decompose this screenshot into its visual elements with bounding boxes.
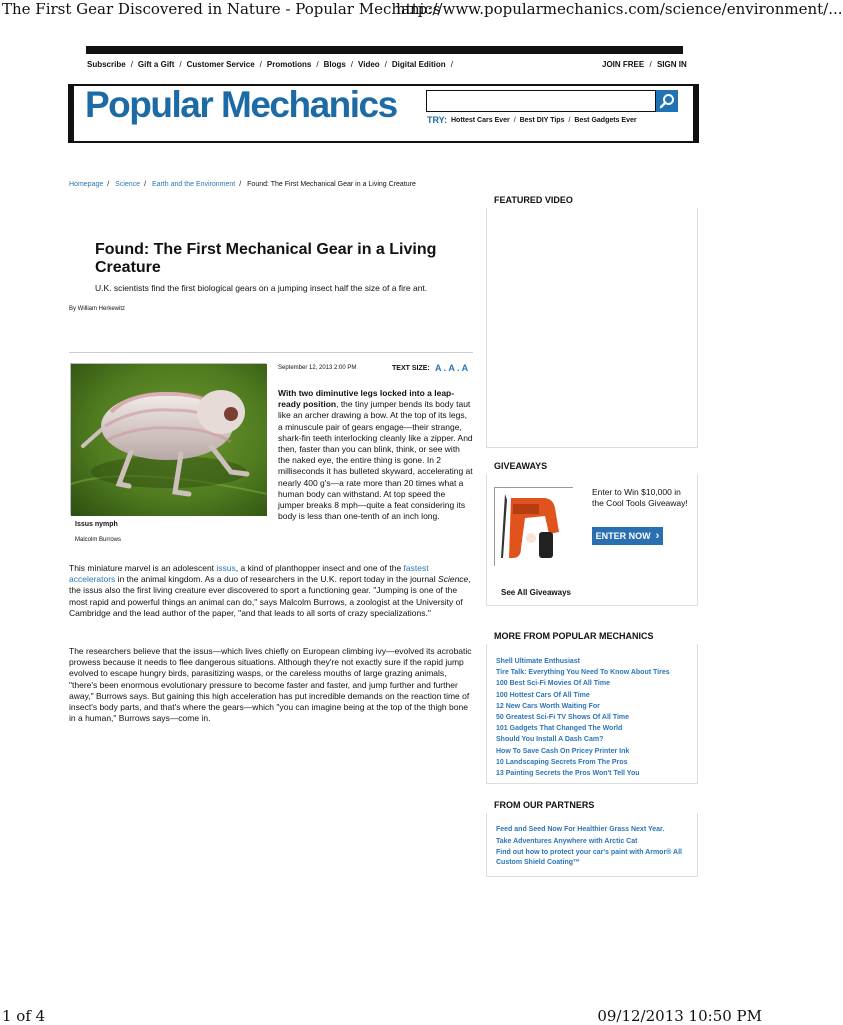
breadcrumb-earth-environment[interactable]: Earth and the Environment <box>151 181 236 188</box>
article-divider <box>69 352 473 353</box>
see-all-giveaways-link[interactable]: See All Giveaways <box>501 588 571 597</box>
more-link[interactable]: 50 Greatest Sci-Fi TV Shows Of All Time <box>496 714 630 722</box>
article-lead-paragraph <box>278 388 473 522</box>
sign-in-link[interactable]: SIGN IN <box>656 60 687 69</box>
nav-gift[interactable]: Gift a Gift <box>137 60 175 69</box>
enter-now-label: ENTER NOW <box>595 531 651 541</box>
chevron-right-icon: › <box>655 530 660 542</box>
top-nav-links: Subscribe / Gift a Gift / Customer Service / Promotions / Blogs / Video / Digital Edition / <box>87 60 453 69</box>
nav-blogs[interactable]: Blogs <box>323 60 346 69</box>
nail-gun-product-image[interactable] <box>494 487 573 566</box>
journal-name: Science <box>438 574 469 585</box>
print-page-title: The First Gear Discovered in Nature - Popular Mechanics <box>2 0 441 18</box>
more-link[interactable]: 12 New Cars Worth Waiting For <box>496 702 600 710</box>
p2-text-d: , the issus also the first living creature ever discovered to sport a functioning gear. "Jumping is one of the most rapid and powerful things an animal can do," says Malcolm Burrows, a zoologist at the University of Cambridge and the lead author of the paper, "and that leads to all sorts of crazy specializations." <box>69 574 471 618</box>
more-link[interactable]: How To Save Cash On Pricey Printer Ink <box>496 747 630 755</box>
top-nav-bar <box>86 46 683 54</box>
image-caption: Issus nymph <box>75 521 118 528</box>
print-page-url: http://www.popularmechanics.com/science/environment/... <box>396 0 843 18</box>
more-link[interactable]: 13 Painting Secrets the Pros Won't Tell You <box>496 770 640 778</box>
nav-video[interactable]: Video <box>358 60 380 69</box>
search-input[interactable] <box>426 90 656 112</box>
try-link-best-gadgets[interactable]: Best Gadgets Ever <box>574 117 637 124</box>
print-page-number: 1 of 4 <box>2 1007 46 1025</box>
site-logo[interactable]: Popular Mechanics <box>85 84 397 125</box>
join-free-link[interactable]: JOIN FREE <box>602 60 645 69</box>
try-label: TRY: <box>427 115 447 125</box>
featured-video-heading: FEATURED VIDEO <box>494 195 573 205</box>
article-paragraph-2 <box>69 563 473 619</box>
more-link[interactable]: Shell Ultimate Enthusiast <box>496 658 581 665</box>
try-links: Hottest Cars Ever / Best DIY Tips / Best Gadgets Ever <box>451 117 637 124</box>
nav-promotions[interactable]: Promotions <box>266 60 312 69</box>
issus-link[interactable]: issus <box>216 563 236 573</box>
giveaways-heading: GIVEAWAYS <box>494 461 548 471</box>
article-paragraph-3: The researchers believe that the issus—which lives chiefly on European climbing ivy—evolved its acrobatic prowess because it needs to flee dangerous situations. Although they're not exactly sure if the rapid jump evolved to escape hungry birds, parasitizing wasps, or the careless mouths of large grazing animals, "there's been enormous evolutionary pressure to become faster and faster, and jump further and further away," Burrows says. But gaining this high acceleration has put incredible demands on the reaction time of insect's body parts, and that's where the gears—which "you can imagine being at the top of the thigh bone in a human," Burrows says—come in. <box>69 646 472 724</box>
featured-video-panel[interactable] <box>486 208 698 448</box>
breadcrumb: Homepage / Science / Earth and the Environment / Found: The First Mechanical Gear in a Living Creature <box>69 181 416 188</box>
enter-now-button[interactable] <box>592 527 663 545</box>
search-button[interactable] <box>656 90 678 112</box>
nav-digital-edition[interactable]: Digital Edition <box>391 60 446 69</box>
more-from-list <box>496 656 670 779</box>
more-link[interactable]: 100 Best Sci-Fi Movies Of All Time <box>496 680 610 688</box>
fastest-accelerators-link[interactable]: fastest accelerators <box>69 563 429 585</box>
text-size-label: TEXT SIZE: <box>392 365 430 372</box>
breadcrumb-science[interactable]: Science <box>115 181 141 188</box>
partner-link[interactable]: Feed and Seed Now For Healthier Grass Next Year. <box>496 826 665 833</box>
article-date: September 12, 2013 2:00 PM <box>278 365 357 371</box>
p2-text-a: This miniature marvel is an adolescent <box>69 563 217 573</box>
nav-customer-service[interactable]: Customer Service <box>186 60 255 69</box>
article-byline: By William Herkewitz <box>69 306 126 312</box>
article-subtitle: U.K. scientists find the first biological gears on a jumping insect half the size of a fire ant. <box>95 283 428 293</box>
more-link[interactable]: 100 Hottest Cars Of All Time <box>496 691 590 699</box>
partner-link[interactable]: Find out how to protect your car's paint with Armor® All Custom Shield Coating™ <box>496 849 682 866</box>
try-link-hottest-cars[interactable]: Hottest Cars Ever <box>451 117 510 124</box>
print-datetime: 09/12/2013 10:50 PM <box>597 1007 762 1025</box>
partners-heading: FROM OUR PARTNERS <box>494 800 595 810</box>
breadcrumb-homepage[interactable]: Homepage <box>69 181 104 188</box>
account-links: JOIN FREE / SIGN IN <box>602 60 687 69</box>
p2-text-b: , a kind of planthopper insect and one of the <box>235 563 404 573</box>
giveaway-description: Enter to Win $10,000 in the Cool Tools Giveaway! <box>592 487 688 508</box>
more-link[interactable]: 10 Landscaping Secrets From The Pros <box>496 758 628 766</box>
issus-nymph-photo <box>70 363 266 515</box>
partner-link[interactable]: Take Adventures Anywhere with Arctic Cat <box>496 837 638 845</box>
partners-list <box>496 825 696 869</box>
more-from-heading: MORE FROM POPULAR MECHANICS <box>494 631 654 641</box>
lead-bold-text: With two diminutive legs locked into a leap-ready position <box>278 388 455 410</box>
nav-subscribe[interactable]: Subscribe <box>87 60 126 69</box>
more-link[interactable]: Tire Talk: Everything You Need To Know About Tires <box>496 669 670 677</box>
text-size-options[interactable]: A . A . A <box>435 363 469 373</box>
image-credit: Malcolm Burrows <box>75 537 122 543</box>
nav-trailing-sep: / <box>450 60 453 69</box>
more-link[interactable]: 101 Gadgets That Changed The World <box>496 725 623 733</box>
search-icon <box>656 90 678 112</box>
breadcrumb-current: Found: The First Mechanical Gear in a Living Creature <box>247 181 416 188</box>
lead-text: , the tiny jumper bends its body taut like an archer drawing a bow. At the top of its legs, a minuscule pair of gears engage—their strange, shark-fin teeth interlocking cleanly like a zipper. And then, faster than you can blink, think, or see with the naked eye, the entire thing is gone. In 2 milliseconds it has bulleted skyward, accelerating at nearly 400 g's—a rate more than 20 times what a human body can withstand. At top speed the jumper breaks 8 mph—quite a feat considering its body is less than one-tenth of an inch long. <box>278 399 473 522</box>
more-link[interactable]: Should You Install A Dash Cam? <box>496 736 604 744</box>
p2-text-c: in the animal kingdom. As a duo of researchers in the U.K. report today in the journal <box>115 574 439 585</box>
article-title: Found: The First Mechanical Gear in a Living Creature <box>95 241 437 276</box>
try-link-diy-tips[interactable]: Best DIY Tips <box>519 117 565 124</box>
